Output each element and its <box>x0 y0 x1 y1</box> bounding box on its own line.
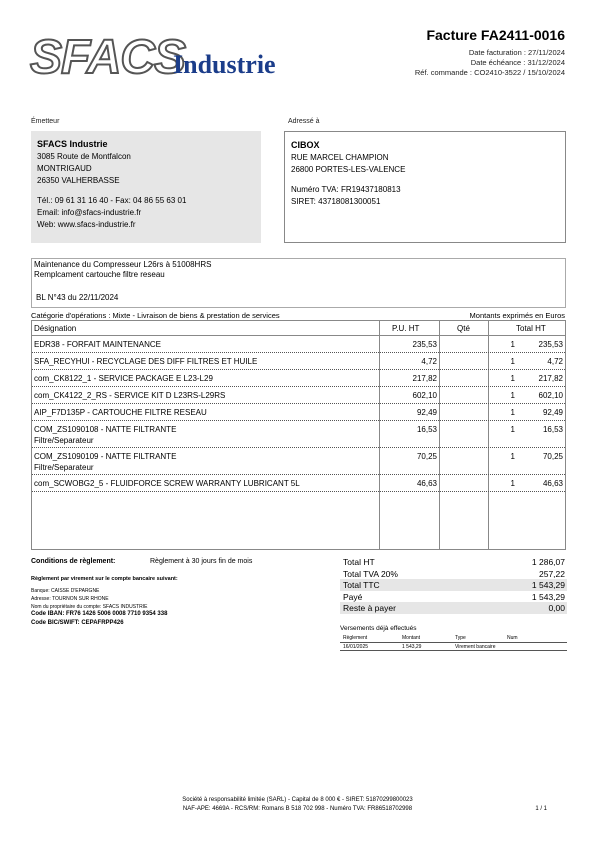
total-row <box>340 602 567 614</box>
item-quantity: 1 <box>510 340 515 349</box>
issuer-box <box>31 131 261 243</box>
item-quantity: 1 <box>510 391 515 400</box>
item-designation: EDR38 - FORFAIT MAINTENANCE <box>34 340 161 349</box>
payment-terms: Règlement à 30 jours fin de mois <box>150 558 253 565</box>
item-unit-price: 235,53 <box>412 340 437 349</box>
item-designation: com_CK8122_1 - SERVICE PACKAGE E L23-L29 <box>34 374 213 383</box>
header-quantity: Qté <box>457 324 470 333</box>
order-reference: Réf. commande : CO2410-3522 / 15/10/2024 <box>414 68 565 77</box>
recipient-label: Adressé à <box>288 118 320 125</box>
payments-header-type: Type <box>455 635 466 641</box>
currency-note: Montants exprimés en Euros <box>469 311 565 320</box>
table-row <box>32 370 565 387</box>
footer-legal-2: NAF-APE: 4669A - RCS/RM: Romans B 518 702 998 - Numéro TVA: FR86518702998 <box>182 806 413 812</box>
table-row <box>32 404 565 421</box>
issuer-name: SFACS Industrie <box>37 139 108 149</box>
item-unit-price: 46,63 <box>416 479 437 488</box>
recipient-address-2: 26800 PORTES-LES-VALENCE <box>291 165 406 174</box>
issuer-phone: Tél.: 09 61 31 16 40 - Fax: 04 86 55 63 01 <box>37 196 187 205</box>
item-quantity: 1 <box>510 452 515 461</box>
issuer-address-3: 26350 VALHERBASSE <box>37 176 120 185</box>
total-value: 257,22 <box>539 568 565 579</box>
item-designation: AIP_F7D135P - CARTOUCHE FILTRE RESEAU <box>34 408 207 417</box>
item-unit-price: 16,53 <box>416 425 437 434</box>
item-total: 92,49 <box>542 408 563 417</box>
issuer-email[interactable]: Email: info@sfacs-industrie.fr <box>37 208 142 217</box>
issuer-website[interactable]: Web: www.sfacs-industrie.fr <box>37 220 136 229</box>
header-designation: Désignation <box>34 324 77 333</box>
issuer-label: Émetteur <box>31 118 60 125</box>
item-designation: COM_ZS1090109 - NATTE FILTRANTE <box>34 452 177 461</box>
item-designation: com_CK4122_2_RS - SERVICE KIT D L23RS-L29RS <box>34 391 226 400</box>
item-subtitle: Filtre/Separateur <box>34 463 94 472</box>
table-header <box>32 321 565 336</box>
total-value: 1 543,29 <box>531 580 565 590</box>
recipient-siret: SIRET: 43718081300051 <box>291 197 381 206</box>
bank-address: Adresse: TOURNON SUR RHONE <box>31 596 109 602</box>
issuer-address-2: MONTRIGAUD <box>37 164 92 173</box>
iban: Code IBAN: FR76 1426 5006 0008 7710 9354 338 <box>31 611 168 617</box>
divider <box>340 650 567 651</box>
delivery-note: BL N°43 du 22/11/2024 <box>36 293 119 302</box>
item-unit-price: 217,82 <box>412 374 437 383</box>
page-number: 1 / 1 <box>535 806 547 812</box>
description-line-2: Remplcament cartouche filtre reseau <box>34 270 165 279</box>
total-value: 1 543,29 <box>531 591 565 602</box>
item-unit-price: 602,10 <box>412 391 437 400</box>
total-label: Reste à payer <box>343 603 396 613</box>
item-quantity: 1 <box>510 408 515 417</box>
payment-terms-label: Conditions de règlement: <box>31 558 116 565</box>
account-owner: Nom du propriétaire du compte: SFACS INDUSTRIE <box>31 604 148 610</box>
recipient-box <box>284 131 566 243</box>
table-row <box>32 387 565 404</box>
description-line-1: Maintenance du Compresseur L26rs à 51008HRS <box>34 260 212 269</box>
recipient-address-1: RUE MARCEL CHAMPION <box>291 153 389 162</box>
payments-header-amount: Montant <box>402 635 421 641</box>
bank-transfer-title: Règlement par virement sur le compte bancaire suivant: <box>31 576 178 582</box>
table-row <box>32 448 565 475</box>
total-row <box>340 556 567 568</box>
table-row <box>32 421 565 448</box>
bic-swift: Code BIC/SWIFT: CEPAFRPP426 <box>31 620 124 626</box>
invoice-date: Date facturation : 27/11/2024 <box>468 48 565 57</box>
recipient-vat: Numéro TVA: FR19437180813 <box>291 185 401 194</box>
footer-legal-1: Société à responsabilité limitée (SARL) - Capital de 8 000 € - SIRET: 51870299800023 <box>182 797 413 803</box>
items-table <box>31 320 566 550</box>
total-row <box>340 591 567 603</box>
item-designation: com_SCWOBG2_5 - FLUIDFORCE SCREW WARRANTY LUBRICANT 5L <box>34 479 300 488</box>
total-row <box>340 568 567 580</box>
payment-date: 16/01/2025 <box>343 644 369 650</box>
table-row <box>32 336 565 353</box>
item-total: 217,82 <box>538 374 563 383</box>
header-unit-price: P.U. HT <box>392 324 420 333</box>
item-quantity: 1 <box>510 479 515 488</box>
company-logo <box>30 30 290 90</box>
due-date: Date échéance : 31/12/2024 <box>470 58 565 67</box>
payments-table <box>340 635 567 653</box>
table-row <box>32 353 565 370</box>
table-row <box>32 475 565 492</box>
payments-header-date: Règlement <box>343 635 368 641</box>
description-box <box>31 258 566 308</box>
total-label: Total TVA 20% <box>343 568 398 579</box>
total-row <box>340 579 567 591</box>
total-value: 1 286,07 <box>531 557 565 567</box>
total-value: 0,00 <box>548 603 565 613</box>
total-label: Total TTC <box>343 580 380 590</box>
item-total: 70,25 <box>542 452 563 461</box>
item-total: 4,72 <box>547 357 563 366</box>
invoice-title: Facture FA2411-0016 <box>426 27 565 43</box>
item-total: 602,10 <box>538 391 563 400</box>
item-total: 16,53 <box>542 425 563 434</box>
item-total: 235,53 <box>538 340 563 349</box>
item-total: 46,63 <box>542 479 563 488</box>
total-label: Payé <box>343 591 363 602</box>
bank-name: Banque: CAISSE D'EPARGNE <box>31 588 100 594</box>
item-subtitle: Filtre/Separateur <box>34 436 94 445</box>
total-label: Total HT <box>343 557 375 567</box>
payments-header-num: Num <box>507 635 518 641</box>
issuer-address-1: 3085 Route de Montfalcon <box>37 152 131 161</box>
item-unit-price: 70,25 <box>416 452 437 461</box>
item-unit-price: 92,49 <box>416 408 437 417</box>
item-quantity: 1 <box>510 357 515 366</box>
divider <box>340 642 567 643</box>
logo-brand: SFACS <box>30 31 186 84</box>
payment-amount: 1 543,29 <box>402 644 422 650</box>
operation-category: Catégorie d'opérations : Mixte - Livraison de biens & prestation de services <box>31 311 280 320</box>
logo-sub: Industrie <box>173 50 276 79</box>
item-unit-price: 4,72 <box>421 357 437 366</box>
recipient-name: CIBOX <box>291 140 320 150</box>
payments-title: Versements déjà effectués <box>340 625 417 632</box>
item-designation: COM_ZS1090108 - NATTE FILTRANTE <box>34 425 177 434</box>
payment-type: Virement bancaire <box>455 644 496 650</box>
item-designation: SFA_RECYHUI - RECYCLAGE DES DIFF FILTRES ET HUILE <box>34 357 258 366</box>
item-quantity: 1 <box>510 374 515 383</box>
header-total: Total HT <box>516 324 546 333</box>
item-quantity: 1 <box>510 425 515 434</box>
